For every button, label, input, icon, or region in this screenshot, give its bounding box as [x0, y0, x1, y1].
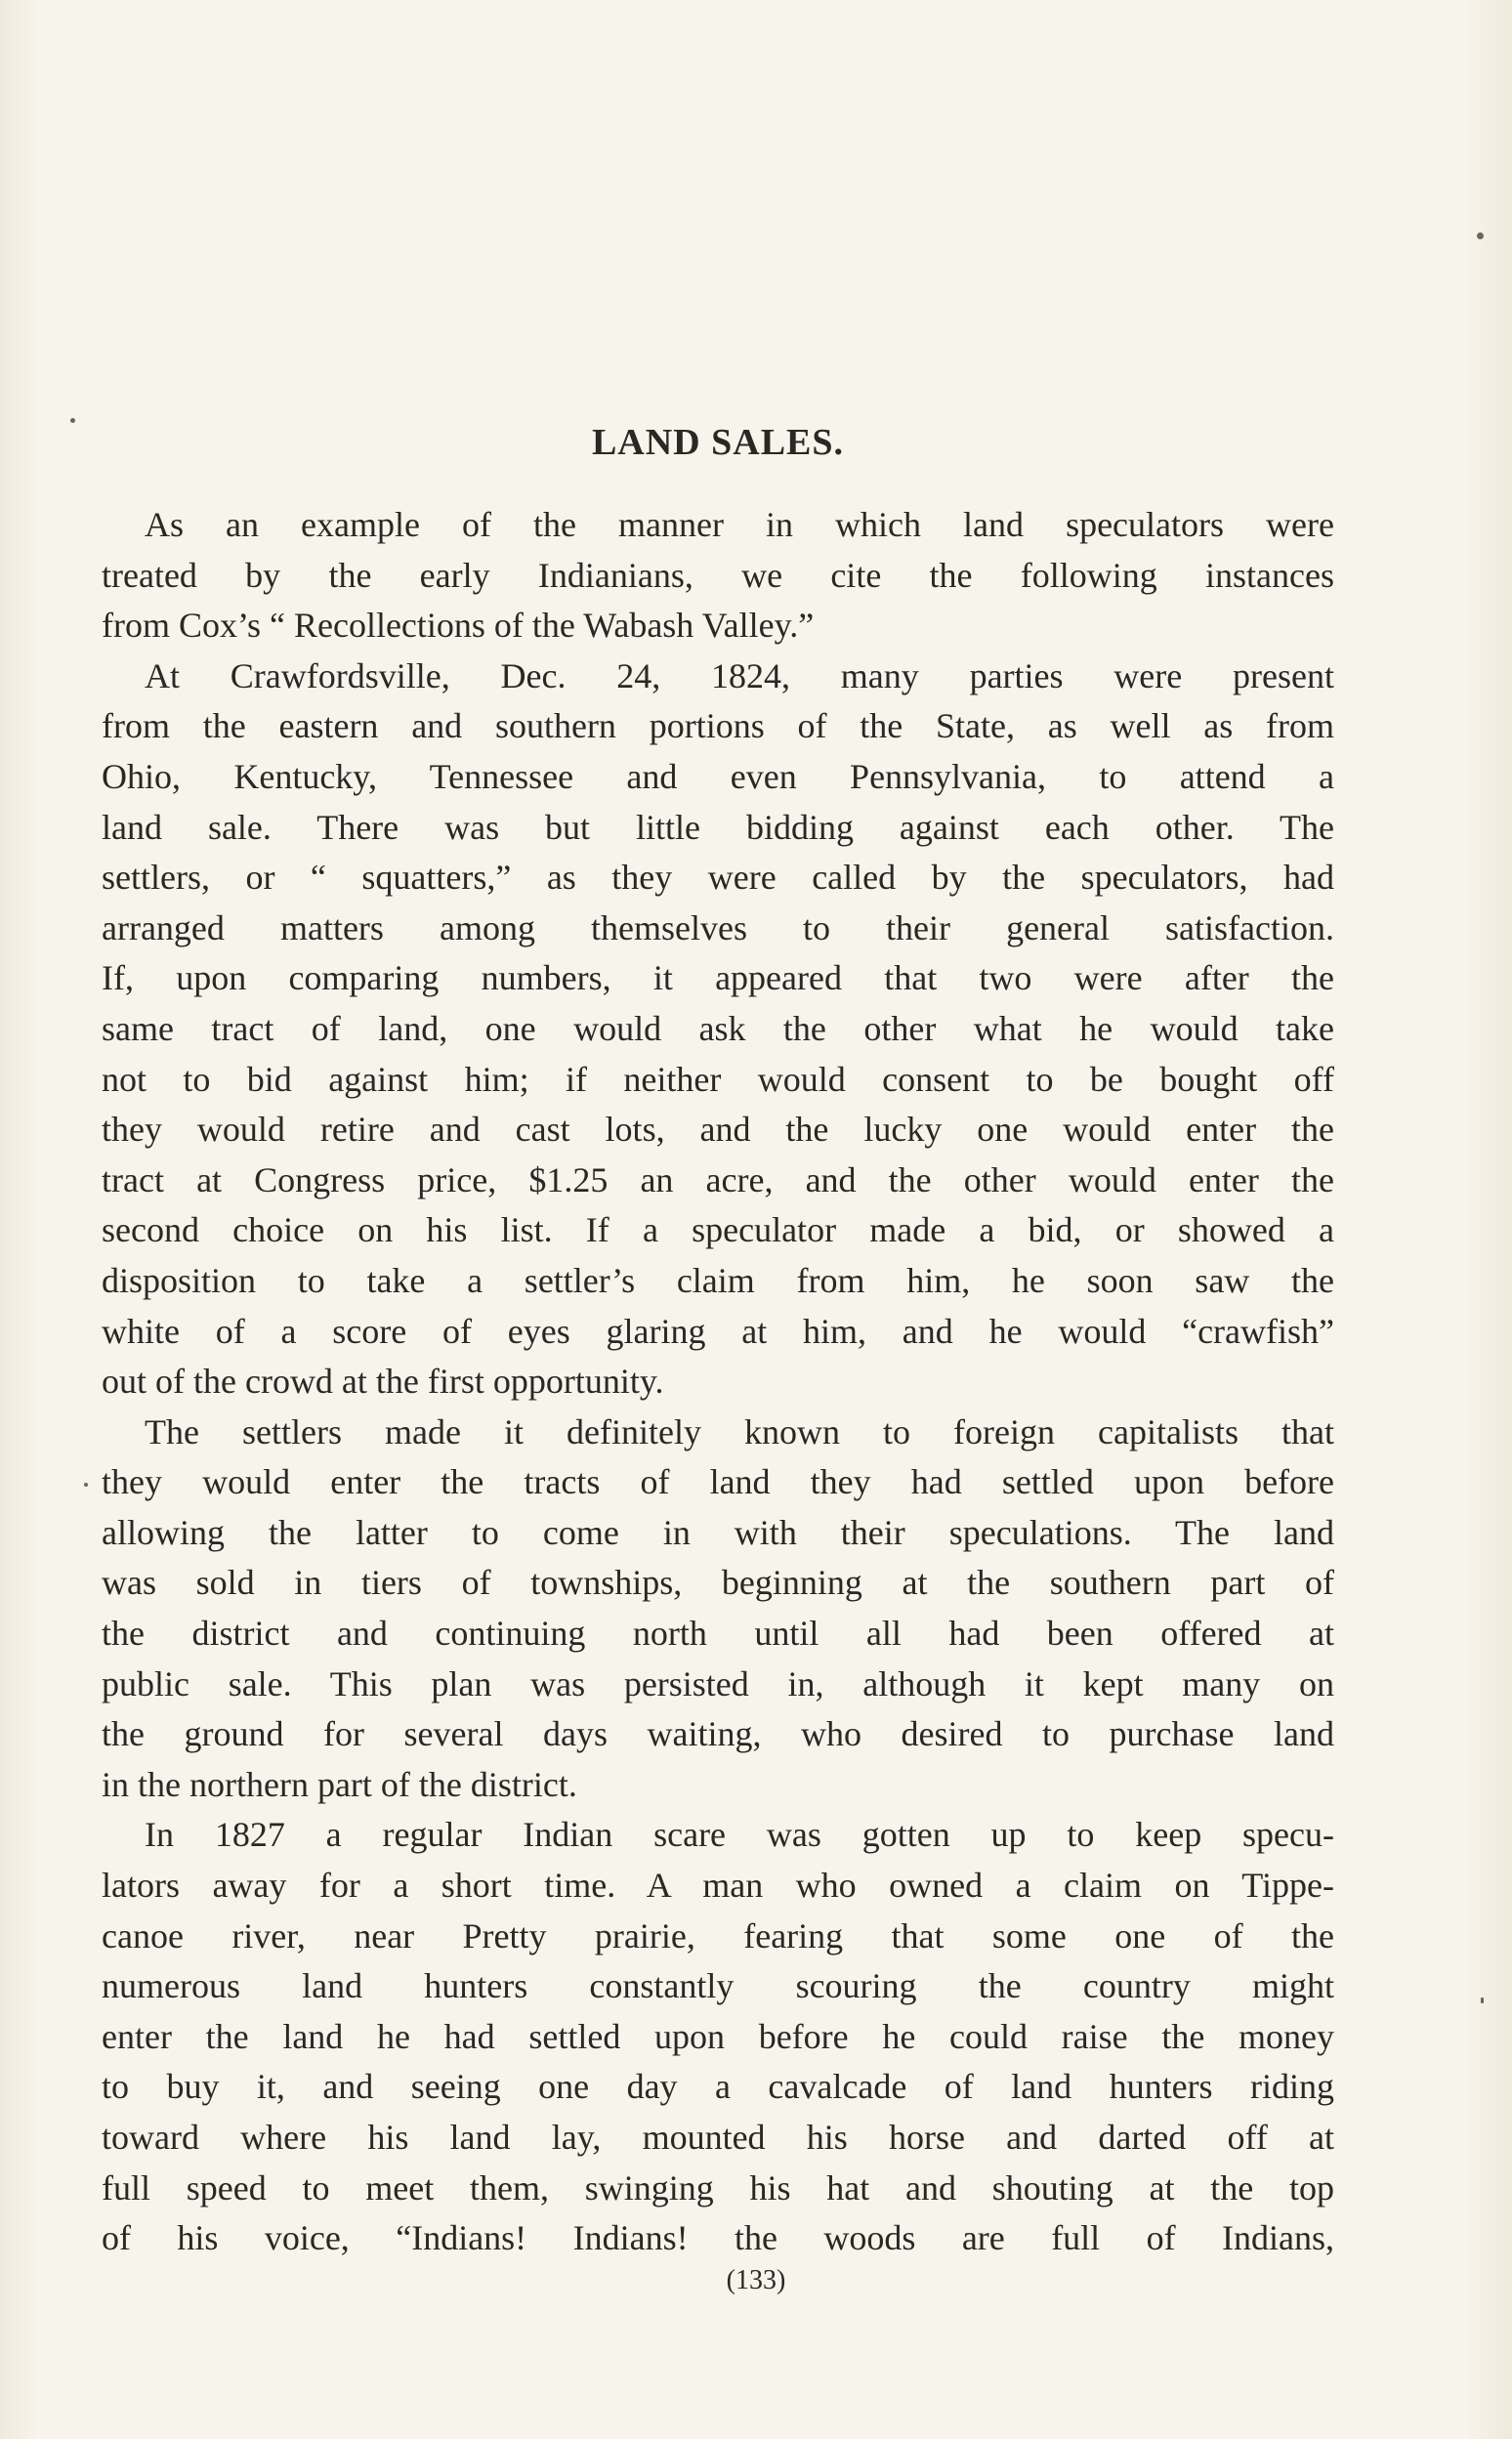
page-number: (133)	[726, 2265, 786, 2295]
page-body	[102, 420, 1334, 2264]
text-line: not to bid against him; if neither would consent to be bought off	[102, 1059, 1334, 1099]
paragraph-3	[102, 1408, 1334, 1811]
text-line: toward where his land lay, mounted his horse and darted off at	[102, 2118, 1334, 2157]
ink-speck	[1477, 232, 1484, 239]
text-line: from Cox’s “ Recollections of the Wabash Valley.”	[102, 606, 815, 646]
text-line: second choice on his list. If a speculator made a bid, or showed a	[102, 1210, 1334, 1250]
text-line: white of a score of eyes glaring at him, and he would “crawfish”	[102, 1311, 1334, 1351]
text-line: same tract of land, one would ask the other what he would take	[102, 1008, 1334, 1048]
text-line: public sale. This plan was persisted in, although it kept many on	[102, 1663, 1334, 1703]
text-line: they would retire and cast lots, and the lucky one would enter the	[102, 1110, 1334, 1150]
text-line: the ground for several days waiting, who desired to purchase land	[102, 1714, 1334, 1754]
paragraph-4	[102, 1810, 1334, 2263]
text-line: As an example of the manner in which land speculators were	[145, 505, 1334, 544]
text-line: Ohio, Kentucky, Tennessee and even Pennsylvania, to attend a	[102, 756, 1334, 796]
text-line: allowing the latter to come in with their speculations. The land	[102, 1512, 1334, 1552]
text-line: lators away for a short time. A man who owned a claim on Tippe-	[102, 1866, 1334, 1906]
text-line: from the eastern and southern portions of the State, as well as from	[102, 706, 1334, 746]
page-heading: LAND SALES.	[591, 422, 845, 463]
text-line: canoe river, near Pretty prairie, fearing that some one of the	[102, 1915, 1334, 1955]
text-line: At Crawfordsville, Dec. 24, 1824, many parties were present	[145, 655, 1334, 695]
text-line: In 1827 a regular Indian scare was gotten up to keep specu-	[145, 1815, 1334, 1855]
text-line: they would enter the tracts of land they had settled upon before	[102, 1462, 1334, 1502]
text-line: disposition to take a settler’s claim from him, he soon saw the	[102, 1260, 1334, 1300]
paragraph-2	[102, 652, 1334, 1408]
text-line: in the northern part of the district.	[102, 1764, 577, 1804]
ink-speck	[84, 1483, 88, 1487]
text-line: The settlers made it definitely known to foreign capitalists that	[145, 1411, 1334, 1451]
ink-speck	[1481, 1997, 1484, 2003]
text-line: arranged matters among themselves to their general satisfaction.	[102, 907, 1334, 947]
text-line: treated by the early Indianians, we cite the following instances	[102, 555, 1334, 595]
text-line: of his voice, “Indians! Indians! the woods are full of Indians,	[102, 2218, 1334, 2258]
text-line: was sold in tiers of townships, beginning at the southern part of	[102, 1563, 1334, 1603]
text-line: full speed to meet them, swinging his hat and shouting at the top	[102, 2167, 1334, 2208]
text-line: If, upon comparing numbers, it appeared that two were after the	[102, 958, 1334, 998]
text-line: to buy it, and seeing one day a cavalcade of land hunters riding	[102, 2067, 1334, 2107]
ink-speck	[70, 418, 75, 423]
text-line: out of the crowd at the first opportunity.	[102, 1362, 664, 1402]
text-line: land sale. There was but little bidding against each other. The	[102, 807, 1334, 847]
text-line: tract at Congress price, $1.25 an acre, and the other would enter the	[102, 1159, 1334, 1199]
text-line: enter the land he had settled upon before he could raise the money	[102, 2016, 1334, 2056]
paragraph-1	[102, 500, 1334, 652]
text-line: settlers, or “ squatters,” as they were called by the speculators, had	[102, 858, 1334, 898]
text-line: the district and continuing north until all had been offered at	[102, 1614, 1334, 1654]
text-line: numerous land hunters constantly scouring the country might	[102, 1966, 1334, 2006]
